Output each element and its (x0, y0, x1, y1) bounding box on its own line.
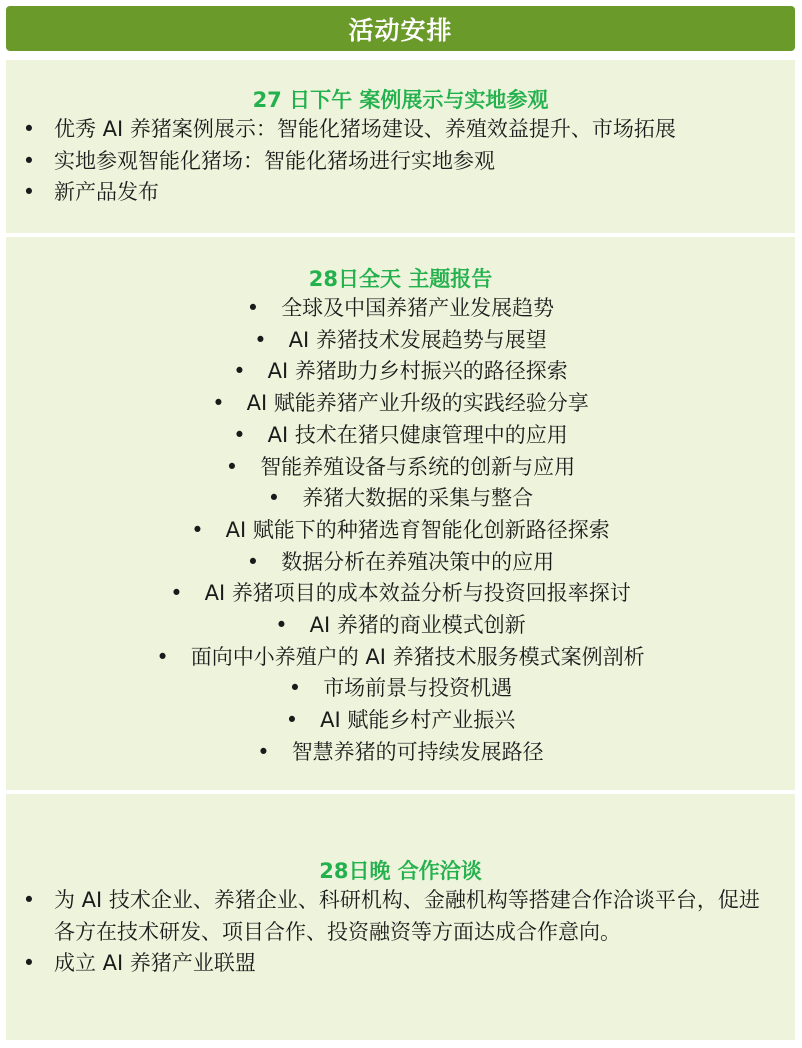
bullet-icon: • (246, 549, 260, 574)
list-item: • 面向中小养殖户的 AI 养猪技术服务模式案例剖析 (6, 642, 795, 674)
bullet-icon: • (233, 359, 246, 384)
bullet-icon: • (275, 613, 288, 638)
item-list (6, 293, 795, 769)
header-title: 活动安排 (348, 15, 453, 45)
bullet-icon: • (233, 422, 246, 447)
section-day27-afternoon (6, 60, 795, 233)
list-item: • AI 养猪技术发展趋势与展望 (6, 325, 795, 357)
bullet-icon: • (170, 581, 183, 606)
bullet-icon: • (22, 951, 36, 975)
bullet-icon: • (191, 517, 204, 542)
list-item: • 智能养殖设备与系统的创新与应用 (6, 452, 795, 484)
section-day28-evening (6, 794, 795, 1040)
bullet-icon: • (257, 739, 270, 764)
list-item: • 新产品发布 (22, 177, 795, 209)
bullet-icon: • (22, 888, 36, 912)
bullet-icon: • (156, 644, 169, 669)
bullet-icon: • (267, 486, 281, 511)
bullet-icon: • (22, 148, 36, 173)
list-item: • AI 养猪的商业模式创新 (6, 610, 795, 642)
bullet-icon: • (22, 180, 36, 204)
list-item: • 市场前景与投资机遇 (6, 673, 795, 705)
bullet-icon: • (246, 296, 260, 320)
bullet-icon: • (22, 117, 36, 141)
list-item: • 优秀 AI 养猪案例展示：智能化猪场建设、养殖效益提升、市场拓展 (22, 114, 795, 146)
list-item: • AI 赋能养猪产业升级的实践经验分享 (6, 388, 795, 420)
list-item: • 实地参观智能化猪场：智能化猪场进行实地参观 (22, 146, 795, 178)
list-item: • 数据分析在养殖决策中的应用 (6, 547, 795, 579)
section-title: 28日全天 主题报告 (308, 267, 493, 291)
list-item: • 养猪大数据的采集与整合 (6, 483, 795, 515)
item-list (6, 885, 795, 980)
list-item: • AI 赋能下的种猪选育智能化创新路径探索 (6, 515, 795, 547)
section-title: 27 日下午 案例展示与实地参观 (252, 88, 549, 112)
bullet-icon: • (254, 327, 267, 352)
list-item: • AI 技术在猪只健康管理中的应用 (6, 420, 795, 452)
list-item: • 智慧养猪的可持续发展路径 (6, 737, 795, 769)
section-day28-keynotes (6, 237, 795, 790)
list-item: • 为 AI 技术企业、养猪企业、科研机构、金融机构等搭建合作洽谈平台，促进各方在技术研发、项目合作、投资融资等方面达成合作意向。 (22, 885, 795, 948)
bullet-icon: • (225, 454, 239, 479)
list-item: • AI 养猪助力乡村振兴的路径探索 (6, 356, 795, 388)
bullet-icon: • (288, 676, 302, 701)
item-list (6, 114, 795, 209)
schedule-header (6, 6, 795, 51)
bullet-icon: • (285, 708, 299, 733)
list-item: • 全球及中国养猪产业发展趋势 (6, 293, 795, 325)
list-item: • 成立 AI 养猪产业联盟 (22, 948, 795, 980)
list-item: • AI 赋能乡村产业振兴 (6, 705, 795, 737)
section-title: 28日晚 合作洽谈 (319, 859, 482, 883)
list-item: • AI 养猪项目的成本效益分析与投资回报率探讨 (6, 578, 795, 610)
bullet-icon: • (212, 391, 225, 416)
